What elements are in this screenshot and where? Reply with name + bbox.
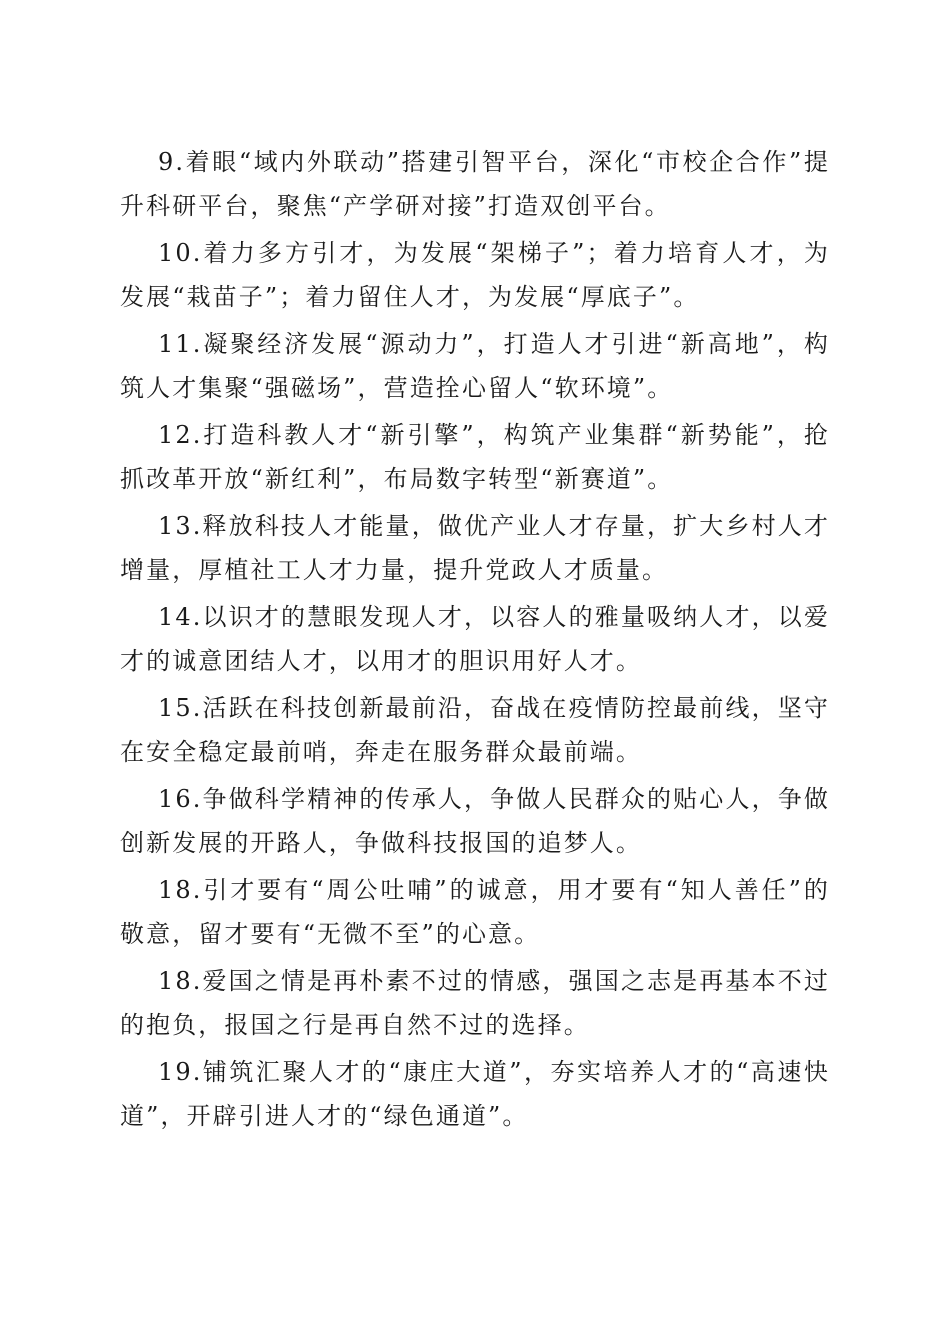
paragraph-item-15: 15.活跃在科技创新最前沿，奋战在疫情防控最前线，坚守在安全稳定最前哨，奔走在服务群众最前端。	[120, 694, 830, 766]
paragraph-item-12: 12.打造科教人才“新引擎”，构筑产业集群“新势能”，抢抓改革开放“新红利”，布局数字转型“新赛道”。	[120, 421, 830, 493]
paragraph-item-14: 14.以识才的慧眼发现人才，以容人的雅量吸纳人才，以爱才的诚意团结人才，以用才的胆识用好人才。	[120, 603, 830, 675]
paragraph-item-18b: 18.爱国之情是再朴素不过的情感，强国之志是再基本不过的抱负，报国之行是再自然不过的选择。	[120, 967, 830, 1039]
paragraph-item-19: 19.铺筑汇聚人才的“康庄大道”，夯实培养人才的“高速快道”，开辟引进人才的“绿色通道”。	[120, 1058, 830, 1130]
paragraph-item-13: 13.释放科技人才能量，做优产业人才存量，扩大乡村人才增量，厚植社工人才力量，提升党政人才质量。	[120, 512, 830, 584]
document-body	[120, 140, 830, 1141]
paragraph-item-16: 16.争做科学精神的传承人，争做人民群众的贴心人，争做创新发展的开路人，争做科技报国的追梦人。	[120, 785, 830, 857]
paragraph-item-10: 10.着力多方引才，为发展“架梯子”；着力培育人才，为发展“栽苗子”；着力留住人才，为发展“厚底子”。	[120, 239, 830, 311]
paragraph-item-11: 11.凝聚经济发展“源动力”，打造人才引进“新高地”，构筑人才集聚“强磁场”，营造拴心留人“软环境”。	[120, 330, 830, 402]
paragraph-item-9: 9.着眼“域内外联动”搭建引智平台，深化“市校企合作”提升科研平台，聚焦“产学研对接”打造双创平台。	[120, 148, 830, 220]
paragraph-item-18a: 18.引才要有“周公吐哺”的诚意，用才要有“知人善任”的敬意，留才要有“无微不至”的心意。	[120, 876, 830, 948]
